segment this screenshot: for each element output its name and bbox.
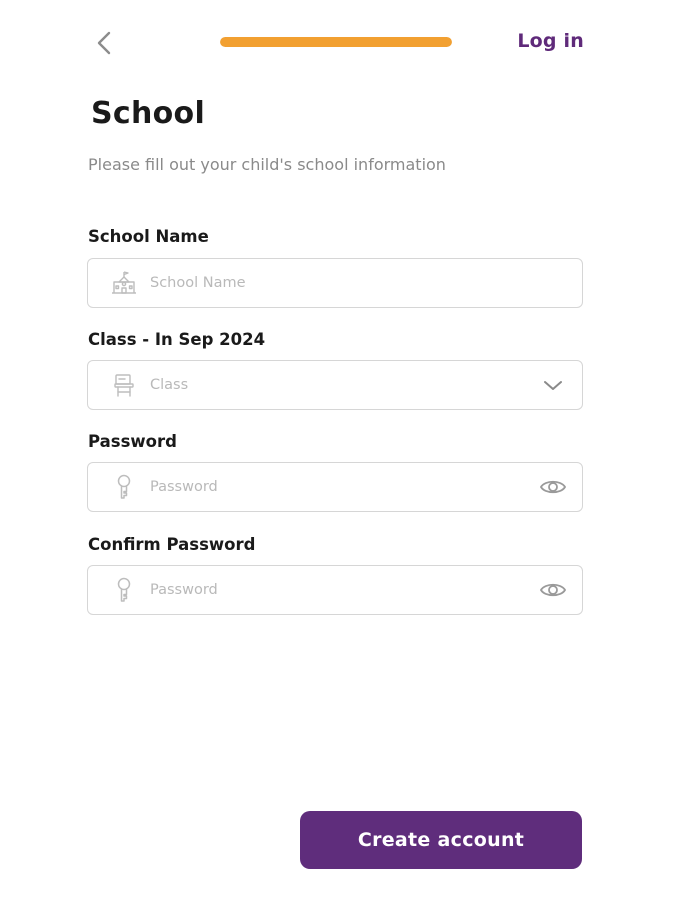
school-name-field[interactable] [87,258,583,308]
key-icon [110,473,138,501]
login-link[interactable]: Log in [517,30,584,52]
class-select[interactable] [87,360,583,410]
school-name-input[interactable] [150,259,582,307]
confirm-password-field[interactable] [87,565,583,615]
key-icon [110,576,138,604]
school-name-label: School Name [88,227,209,246]
back-button[interactable] [90,28,120,58]
confirm-password-label: Confirm Password [88,535,256,554]
school-building-icon [110,269,138,297]
top-bar [0,0,675,90]
page-title: School [91,96,206,131]
chevron-down-icon[interactable] [538,370,568,400]
classroom-desk-icon [110,371,138,399]
class-input[interactable] [150,361,538,409]
eye-icon[interactable] [538,472,568,502]
eye-icon[interactable] [538,575,568,605]
progress-bar-fill [220,37,452,47]
create-account-button[interactable]: Create account [300,811,582,869]
class-label: Class - In Sep 2024 [88,330,266,349]
password-field[interactable] [87,462,583,512]
password-input[interactable] [150,463,538,511]
progress-bar [220,37,452,47]
chevron-left-icon [90,28,120,58]
password-label: Password [88,432,177,451]
confirm-password-input[interactable] [150,566,538,614]
page-subtitle: Please fill out your child's school information [88,155,446,174]
